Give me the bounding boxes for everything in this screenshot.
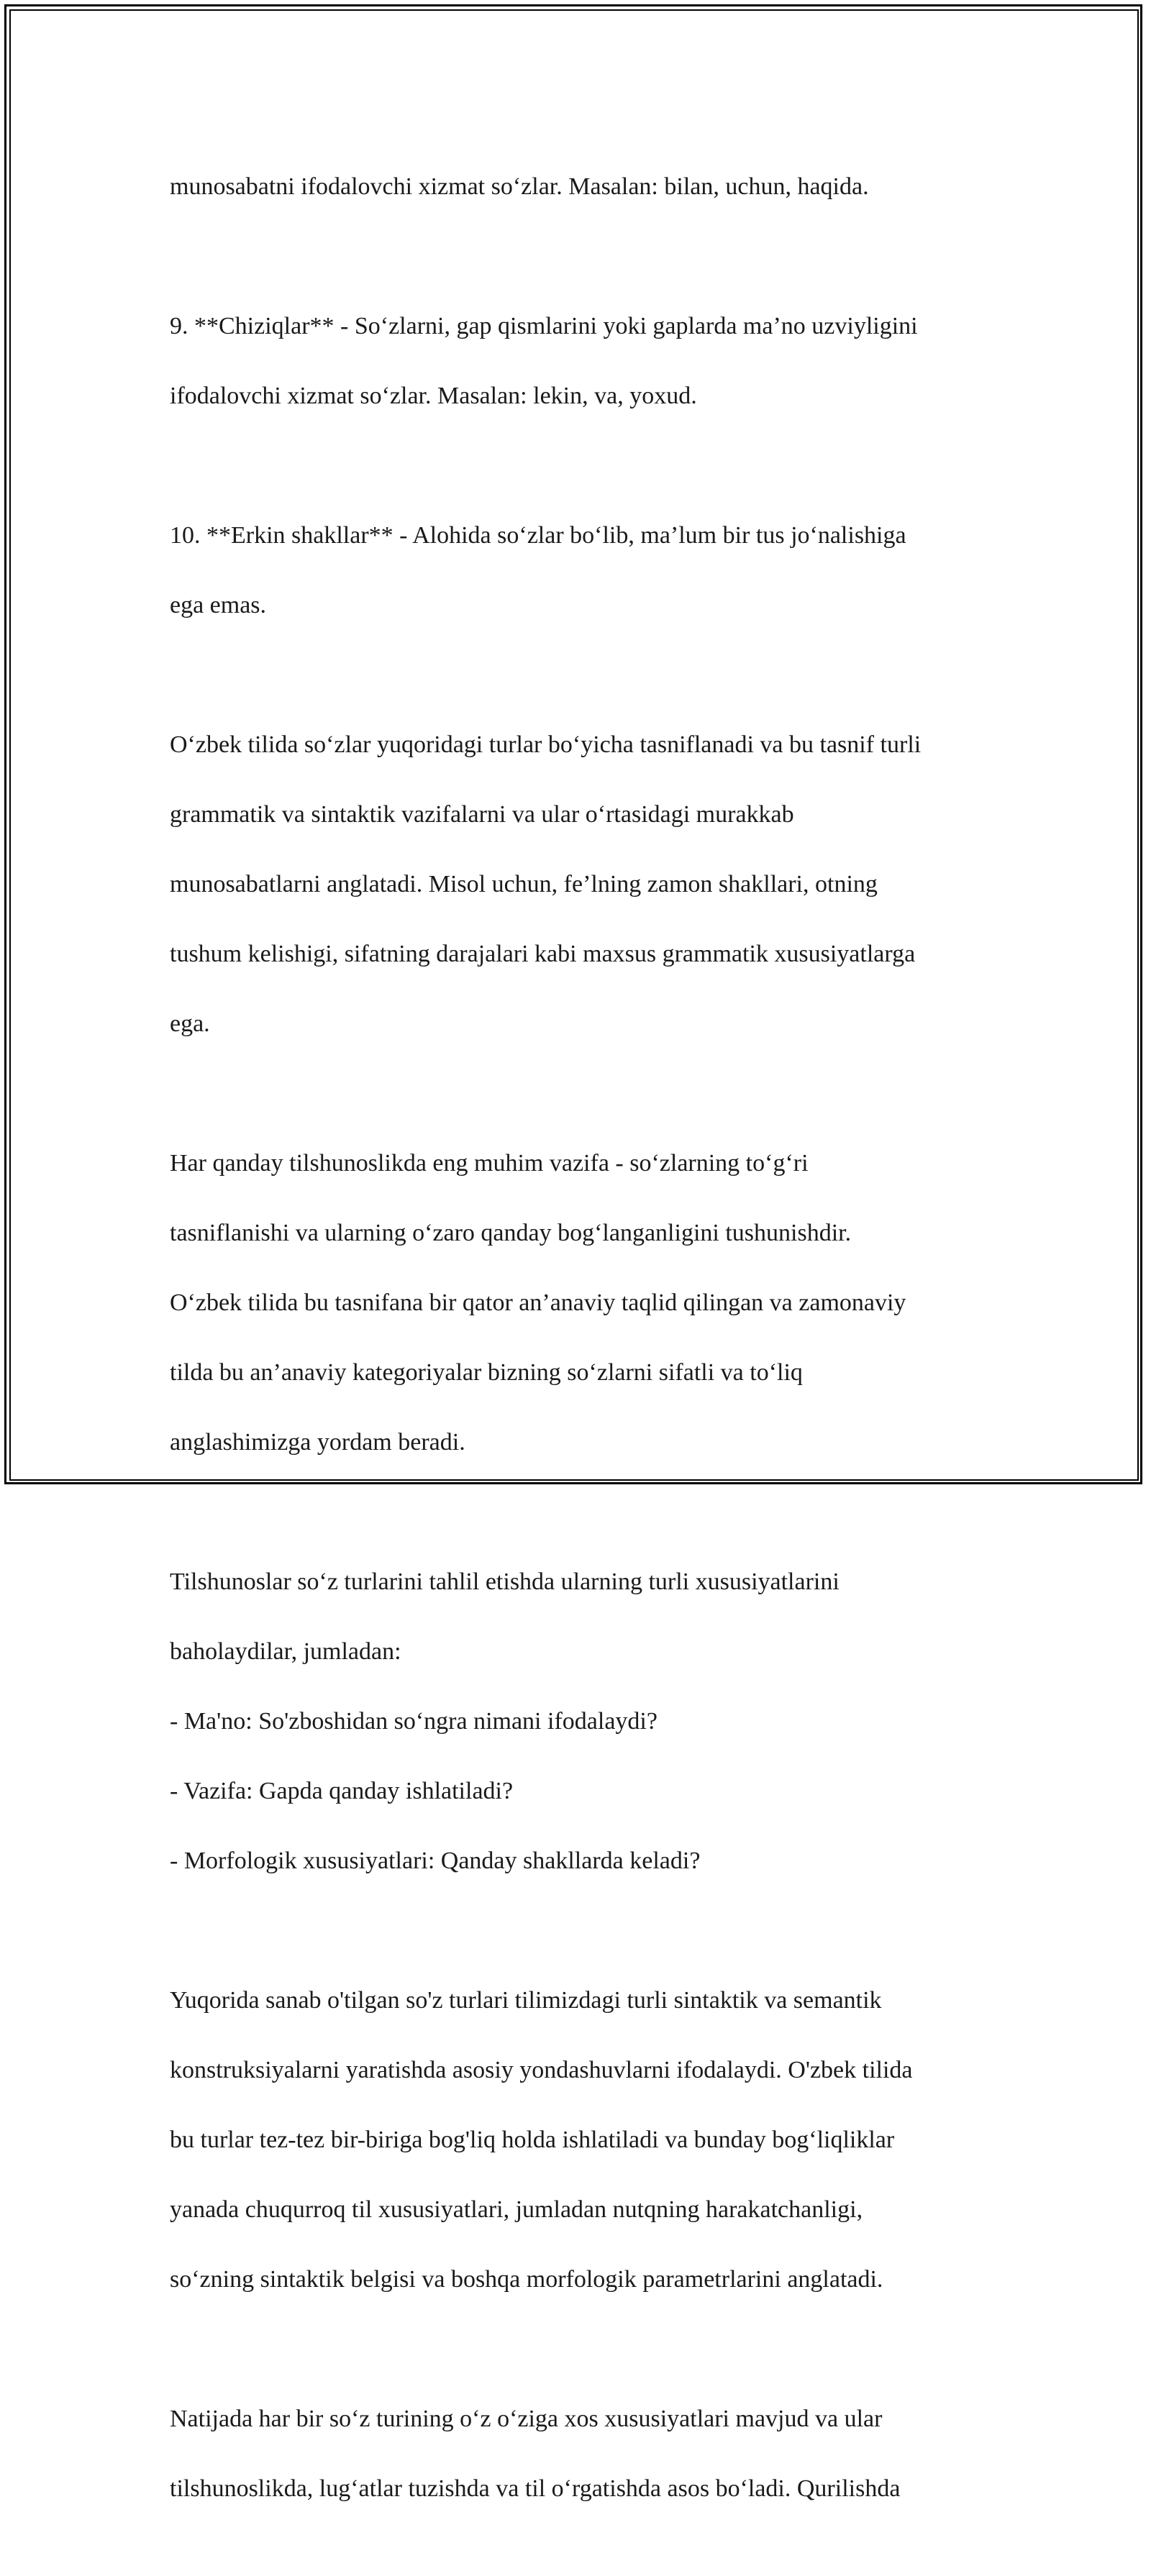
paragraph-2 [170, 274, 990, 449]
text-line: tilda bu an’anaviy kategoriyalar bizning so‘zlarni sifatli va to‘liq [170, 1358, 803, 1386]
text-line: 9. **Chiziqlar** - So‘zlarni, gap qismlarini yoki gaplarda ma’no uzviyligini [170, 312, 918, 339]
paragraph-3 [170, 483, 990, 658]
paragraph-1 [170, 134, 990, 239]
text-line: yanada chuqurroq til xususiyatlari, jumladan nutqning harakatchanligi, [170, 2196, 863, 2223]
text-line: ega emas. [170, 591, 267, 618]
text-line: O‘zbek tilida so‘zlar yuqoridagi turlar bo‘yicha tasniflanadi va bu tasnif turli [170, 731, 922, 758]
text-line: tilshunoslikda, lug‘atlar tuzishda va til o‘rgatishda asos bo‘ladi. Qurilishda [170, 2475, 901, 2502]
text-line: Tilshunoslar so‘z turlarini tahlil etishda ularning turli xususiyatlarini [170, 1568, 840, 1595]
text-line: munosabatlarni anglatadi. Misol uchun, fe’lning zamon shakllari, otning [170, 870, 878, 898]
text-line: konstruksiyalarni yaratishda asosiy yondashuvlarni ifodalaydi. O'zbek tilida [170, 2056, 913, 2083]
text-line: anglashimizga yordam beradi. [170, 1428, 465, 1456]
list-item: - Vazifa: Gapda qanday ishlatiladi? [170, 1777, 514, 1804]
list-item: - Ma'no: So'zboshidan so‘ngra nimani ifodalaydi? [170, 1707, 658, 1735]
paragraph-7 [170, 1948, 990, 2332]
text-line: ifodalovchi xizmat so‘zlar. Masalan: lekin, va, yoxud. [170, 382, 697, 409]
text-line: O‘zbek tilida bu tasnifana bir qator an’anaviy taqlid qilingan va zamonaviy [170, 1289, 906, 1316]
list-item: - Morfologik xususiyatlari: Qanday shakllarda keladi? [170, 1847, 701, 1874]
text-line: tushum kelishigi, sifatning darajalari kabi maxsus grammatik xususiyatlarga [170, 940, 916, 967]
paragraph-6 [170, 1530, 990, 1914]
text-line: ega. [170, 1010, 210, 1037]
paragraph-4 [170, 693, 990, 1077]
text-line: Har qanday tilshunoslikda eng muhim vazifa - so‘zlarning to‘g‘ri [170, 1149, 809, 1177]
text-line: munosabatni ifodalovchi xizmat so‘zlar. Masalan: bilan, uchun, haqida. [170, 173, 869, 200]
text-line: Natijada har bir so‘z turining o‘z o‘ziga xos xususiyatlari mavjud va ular [170, 2405, 883, 2432]
text-line: 10. **Erkin shakllar** - Alohida so‘zlar bo‘lib, ma’lum bir tus jo‘nalishiga [170, 521, 906, 549]
document-body [170, 134, 990, 2576]
text-line: Yuqorida sanab o'tilgan so'z turlari tilimizdagi turli sintaktik va semantik [170, 1986, 882, 2014]
paragraph-5 [170, 1111, 990, 1495]
text-line: tasniflanishi va ularning o‘zaro qanday bog‘langanligini tushunishdir. [170, 1219, 852, 1246]
text-line: so‘zning sintaktik belgisi va boshqa morfologik parametrlarini anglatadi. [170, 2265, 883, 2293]
text-line: bu turlar tez-tez bir-biriga bog'liq holda ishlatiladi va bunday bog‘liqliklar [170, 2126, 895, 2153]
paragraph-8 [170, 2367, 990, 2541]
text-line: baholaydilar, jumladan: [170, 1638, 401, 1665]
text-line: grammatik va sintaktik vazifalarni va ular o‘rtasidagi murakkab [170, 800, 794, 828]
